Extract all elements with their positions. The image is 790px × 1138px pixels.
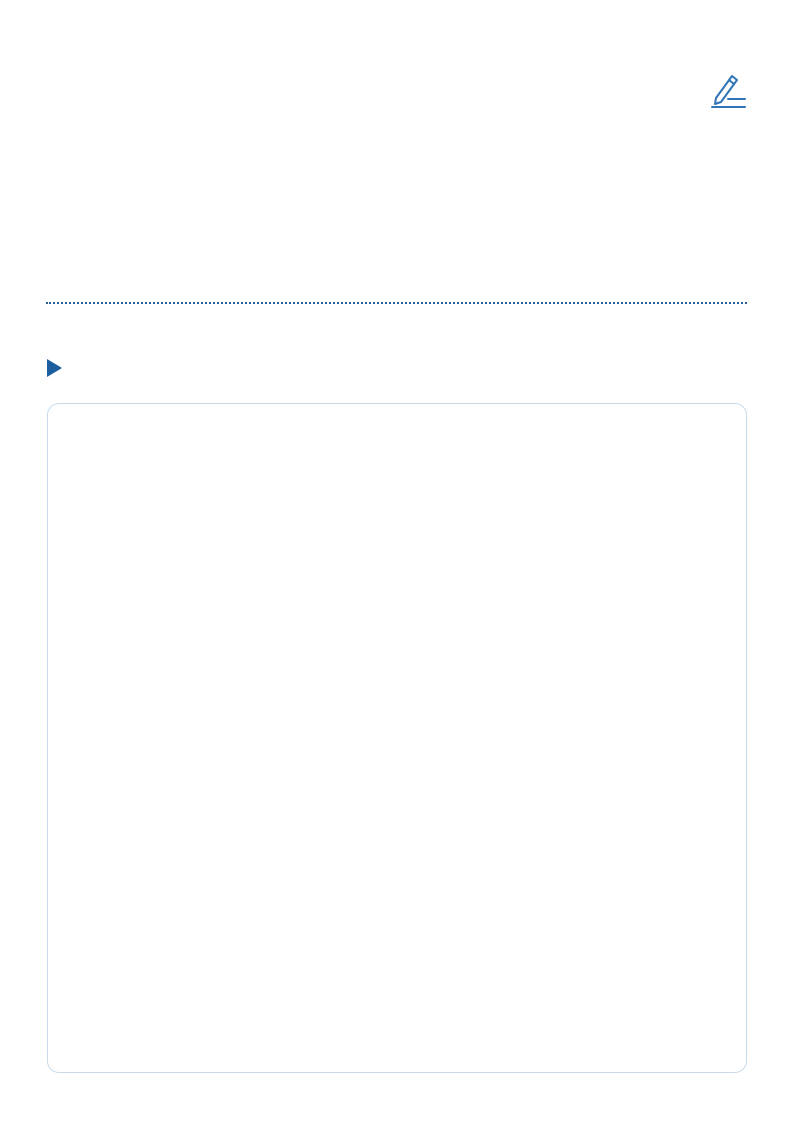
divider (46, 302, 747, 304)
parameters-table (47, 403, 747, 1073)
pen-edit-icon (708, 72, 748, 110)
section-heading (47, 350, 71, 386)
triangle-bullet-icon (47, 359, 62, 377)
